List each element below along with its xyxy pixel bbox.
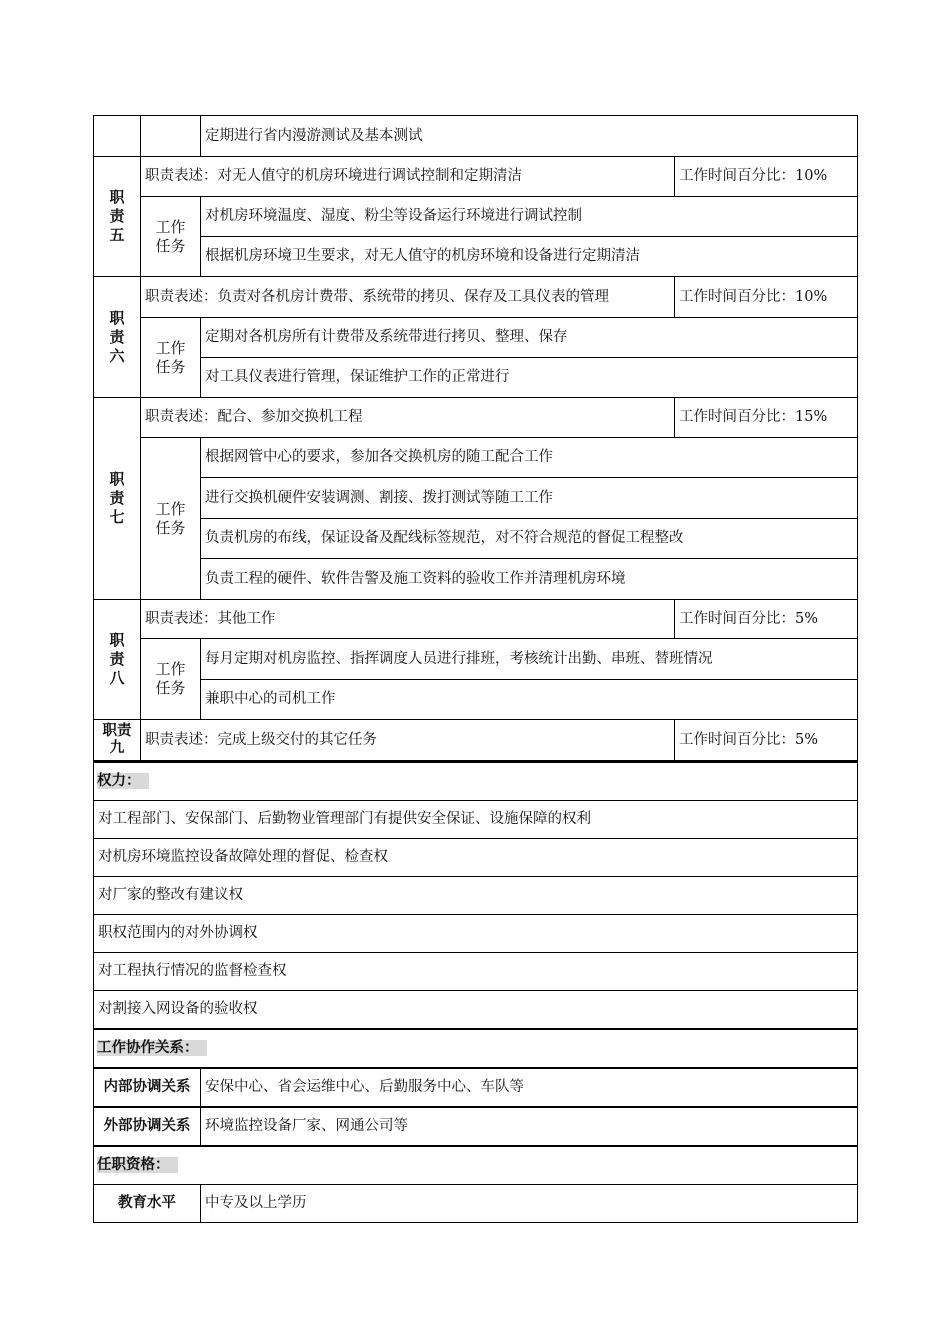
internal-relation-label: 内部协调关系 [94, 1068, 201, 1107]
task-text: 负责工程的硬件、软件告警及施工资料的验收工作并清理机房环境 [201, 559, 858, 600]
time-percentage: 工作时间百分比：5% [675, 720, 858, 761]
table-row [94, 877, 858, 915]
time-percentage: 工作时间百分比：10% [675, 277, 858, 318]
duty-description: 职责表述：对无人值守的机房环境进行调试控制和定期清洁 [141, 157, 675, 197]
education-value: 中专及以上学历 [201, 1185, 858, 1223]
table-row [94, 801, 858, 839]
duty-label: 职 责 八 [94, 600, 141, 720]
task-text: 根据机房环境卫生要求，对无人值守的机房环境和设备进行定期清洁 [201, 237, 858, 277]
cooperation-heading [94, 1029, 858, 1068]
table-row [94, 953, 858, 991]
table-row [94, 358, 858, 398]
internal-relation-value: 安保中心、省会运维中心、后勤服务中心、车队等 [201, 1068, 858, 1107]
task-text: 对机房环境温度、湿度、粉尘等设备运行环境进行调试控制 [201, 197, 858, 237]
table-row [94, 1029, 858, 1068]
empty-cell [94, 116, 141, 157]
table-row [94, 197, 858, 237]
table-row [94, 237, 858, 277]
task-text: 根据网管中心的要求，参加各交换机房的随工配合工作 [201, 438, 858, 478]
qualification-heading [94, 1146, 858, 1185]
job-description-document [93, 115, 857, 1223]
task-label: 工作 任务 [141, 197, 201, 277]
education-label: 教育水平 [94, 1185, 201, 1223]
authority-item: 对工程执行情况的监督检查权 [94, 953, 858, 991]
authority-item: 对机房环境监控设备故障处理的督促、检查权 [94, 839, 858, 877]
table-row [94, 1185, 858, 1223]
external-relation-label: 外部协调关系 [94, 1107, 201, 1146]
table-row [94, 1107, 858, 1146]
cooperation-heading-text: 工作协作关系： [97, 1040, 207, 1056]
table-row [94, 1068, 858, 1107]
table-row [94, 762, 858, 801]
time-percentage: 工作时间百分比：10% [675, 157, 858, 197]
table-row [94, 915, 858, 953]
task-text: 进行交换机硬件安装调测、割接、拨打测试等随工工作 [201, 478, 858, 519]
table-row [94, 1146, 858, 1185]
task-text: 兼职中心的司机工作 [201, 680, 858, 720]
table-row [94, 600, 858, 639]
duty-label: 职 责 五 [94, 157, 141, 277]
table-row [94, 157, 858, 197]
duty-label: 职 责 七 [94, 398, 141, 600]
duty-description: 职责表述：其他工作 [141, 600, 675, 639]
authority-item: 对厂家的整改有建议权 [94, 877, 858, 915]
table-row [94, 720, 858, 761]
task-label: 工作 任务 [141, 438, 201, 600]
duty-description: 职责表述：配合、参加交换机工程 [141, 398, 675, 438]
table-row [94, 478, 858, 519]
authority-item: 对工程部门、安保部门、后勤物业管理部门有提供安全保证、设施保障的权利 [94, 801, 858, 839]
authority-item: 对割接入网设备的验收权 [94, 991, 858, 1030]
duty-label: 职责 九 [94, 720, 141, 761]
task-text: 每月定期对机房监控、指挥调度人员进行排班，考核统计出勤、串班、替班情况 [201, 639, 858, 680]
external-relation-value: 环境监控设备厂家、网通公司等 [201, 1107, 858, 1146]
task-text: 对工具仪表进行管理，保证维护工作的正常进行 [201, 358, 858, 398]
table-row [94, 277, 858, 318]
duty-description: 职责表述：完成上级交付的其它任务 [141, 720, 675, 761]
task-label: 工作 任务 [141, 639, 201, 720]
table-row [94, 116, 858, 157]
authority-item: 职权范围内的对外协调权 [94, 915, 858, 953]
task-text: 定期进行省内漫游测试及基本测试 [201, 116, 858, 157]
authority-heading [94, 762, 858, 801]
table-row [94, 519, 858, 559]
table-row [94, 318, 858, 358]
table-row [94, 639, 858, 680]
table-row [94, 839, 858, 877]
table-row [94, 680, 858, 720]
task-text: 负责机房的布线，保证设备及配线标签规范，对不符合规范的督促工程整改 [201, 519, 858, 559]
table-row [94, 438, 858, 478]
duty-label: 职 责 六 [94, 277, 141, 398]
authority-table [93, 761, 858, 1223]
table-row [94, 991, 858, 1030]
table-row [94, 398, 858, 438]
duties-table [93, 115, 858, 761]
task-text: 定期对各机房所有计费带及系统带进行拷贝、整理、保存 [201, 318, 858, 358]
table-row [94, 559, 858, 600]
duty-description: 职责表述：负责对各机房计费带、系统带的拷贝、保存及工具仪表的管理 [141, 277, 675, 318]
time-percentage: 工作时间百分比：15% [675, 398, 858, 438]
task-label: 工作 任务 [141, 318, 201, 398]
qualification-heading-text: 任职资格： [97, 1157, 178, 1173]
empty-cell [141, 116, 201, 157]
authority-heading-text: 权力： [97, 773, 149, 789]
time-percentage: 工作时间百分比：5% [675, 600, 858, 639]
